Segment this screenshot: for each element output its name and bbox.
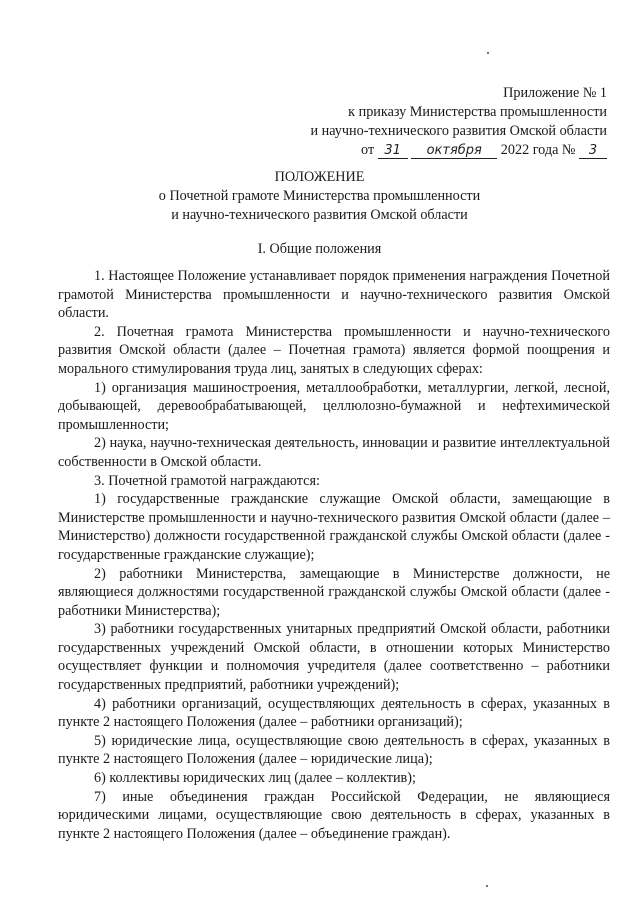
paragraph: 1) государственные гражданские служащие Омской области, замещающие в Министерстве промышленности и научно-технического развития Омской области (далее – Министерство) должности государственной гражданской службы Омской области (далее - государственные гражданские служащие); [58,491,610,563]
paragraph: 3) работники государственных унитарных предприятий Омской области, работники государственных учреждений Омской области, в отношении которых Министерство осуществляет функции и полномочия учредителя (далее соответственно – работники государственных предприятий, работники учреждений); [58,621,610,694]
paragraph: 4) работники организаций, осуществляющих деятельность в сферах, указанных в пункте 2 настоящего Положения (далее – работники организаций); [58,695,610,731]
annex-order-ref: к приказу Министерства промышленности [348,104,607,120]
handwritten-month: октября [411,144,497,159]
handwritten-order-number: 3 [579,144,607,159]
paragraph: 2) наука, научно-техническая деятельность, инновации и развитие интеллектуальной собственности в Омской области. [58,435,610,470]
paragraph: 2) работники Министерства, замещающие в Министерстве должности, не являющиеся должностями государственной гражданской службы Омской области (далее - работники Министерства); [58,565,610,619]
scan-speck [487,52,489,54]
paragraph: 1) организация машиностроения, металлообработки, металлургии, легкой, лесной, добывающей, деревообрабатывающей, целлюлозно-бумажной и нефтехимической промышленности; [58,379,610,433]
document-title: ПОЛОЖЕНИЕ [274,169,365,185]
annex-date-line [311,141,608,160]
paragraph: 6) коллективы юридических лиц (далее – коллектив); [94,770,416,787]
document-body [58,267,610,843]
section-heading: I. Общие положения [257,241,382,257]
paragraph: 1. Настоящее Положение устанавливает порядок применения награждения Почетной грамотой Министерства промышленности и научно-технического развития Омской области. [58,268,610,322]
paragraph: 7) иные объединения граждан Российской Федерации, не являющиеся юридическими лицами, осуществляющие свою деятельность в сферах, указанных в пункте 2 настоящего Положения (далее – объединение граждан). [58,788,610,842]
scan-speck [486,885,488,887]
annex-number: Приложение № 1 [503,85,607,101]
annex-ministry: и научно-технического развития Омской области [310,123,607,139]
paragraph: 2. Почетная грамота Министерства промышленности и научно-технического развития Омской области (далее – Почетная грамота) является формой поощрения и морального стимулирования труда лиц, занятых в следующих сферах: [58,323,610,377]
annex-block [311,84,608,160]
paragraph: 5) юридические лица, осуществляющие свою деятельность в сферах, указанных в пункте 2 настоящего Положения (далее – юридические лица); [58,732,610,768]
document-subtitle-line2: и научно-технического развития Омской области [171,207,468,223]
paragraph: 3. Почетной грамотой награждаются: [94,472,320,489]
date-year: 2022 года № [500,142,576,158]
date-prefix: от [361,142,375,158]
handwritten-day: 31 [378,144,408,159]
document-subtitle-line1: о Почетной грамоте Министерства промышленности [158,188,481,204]
